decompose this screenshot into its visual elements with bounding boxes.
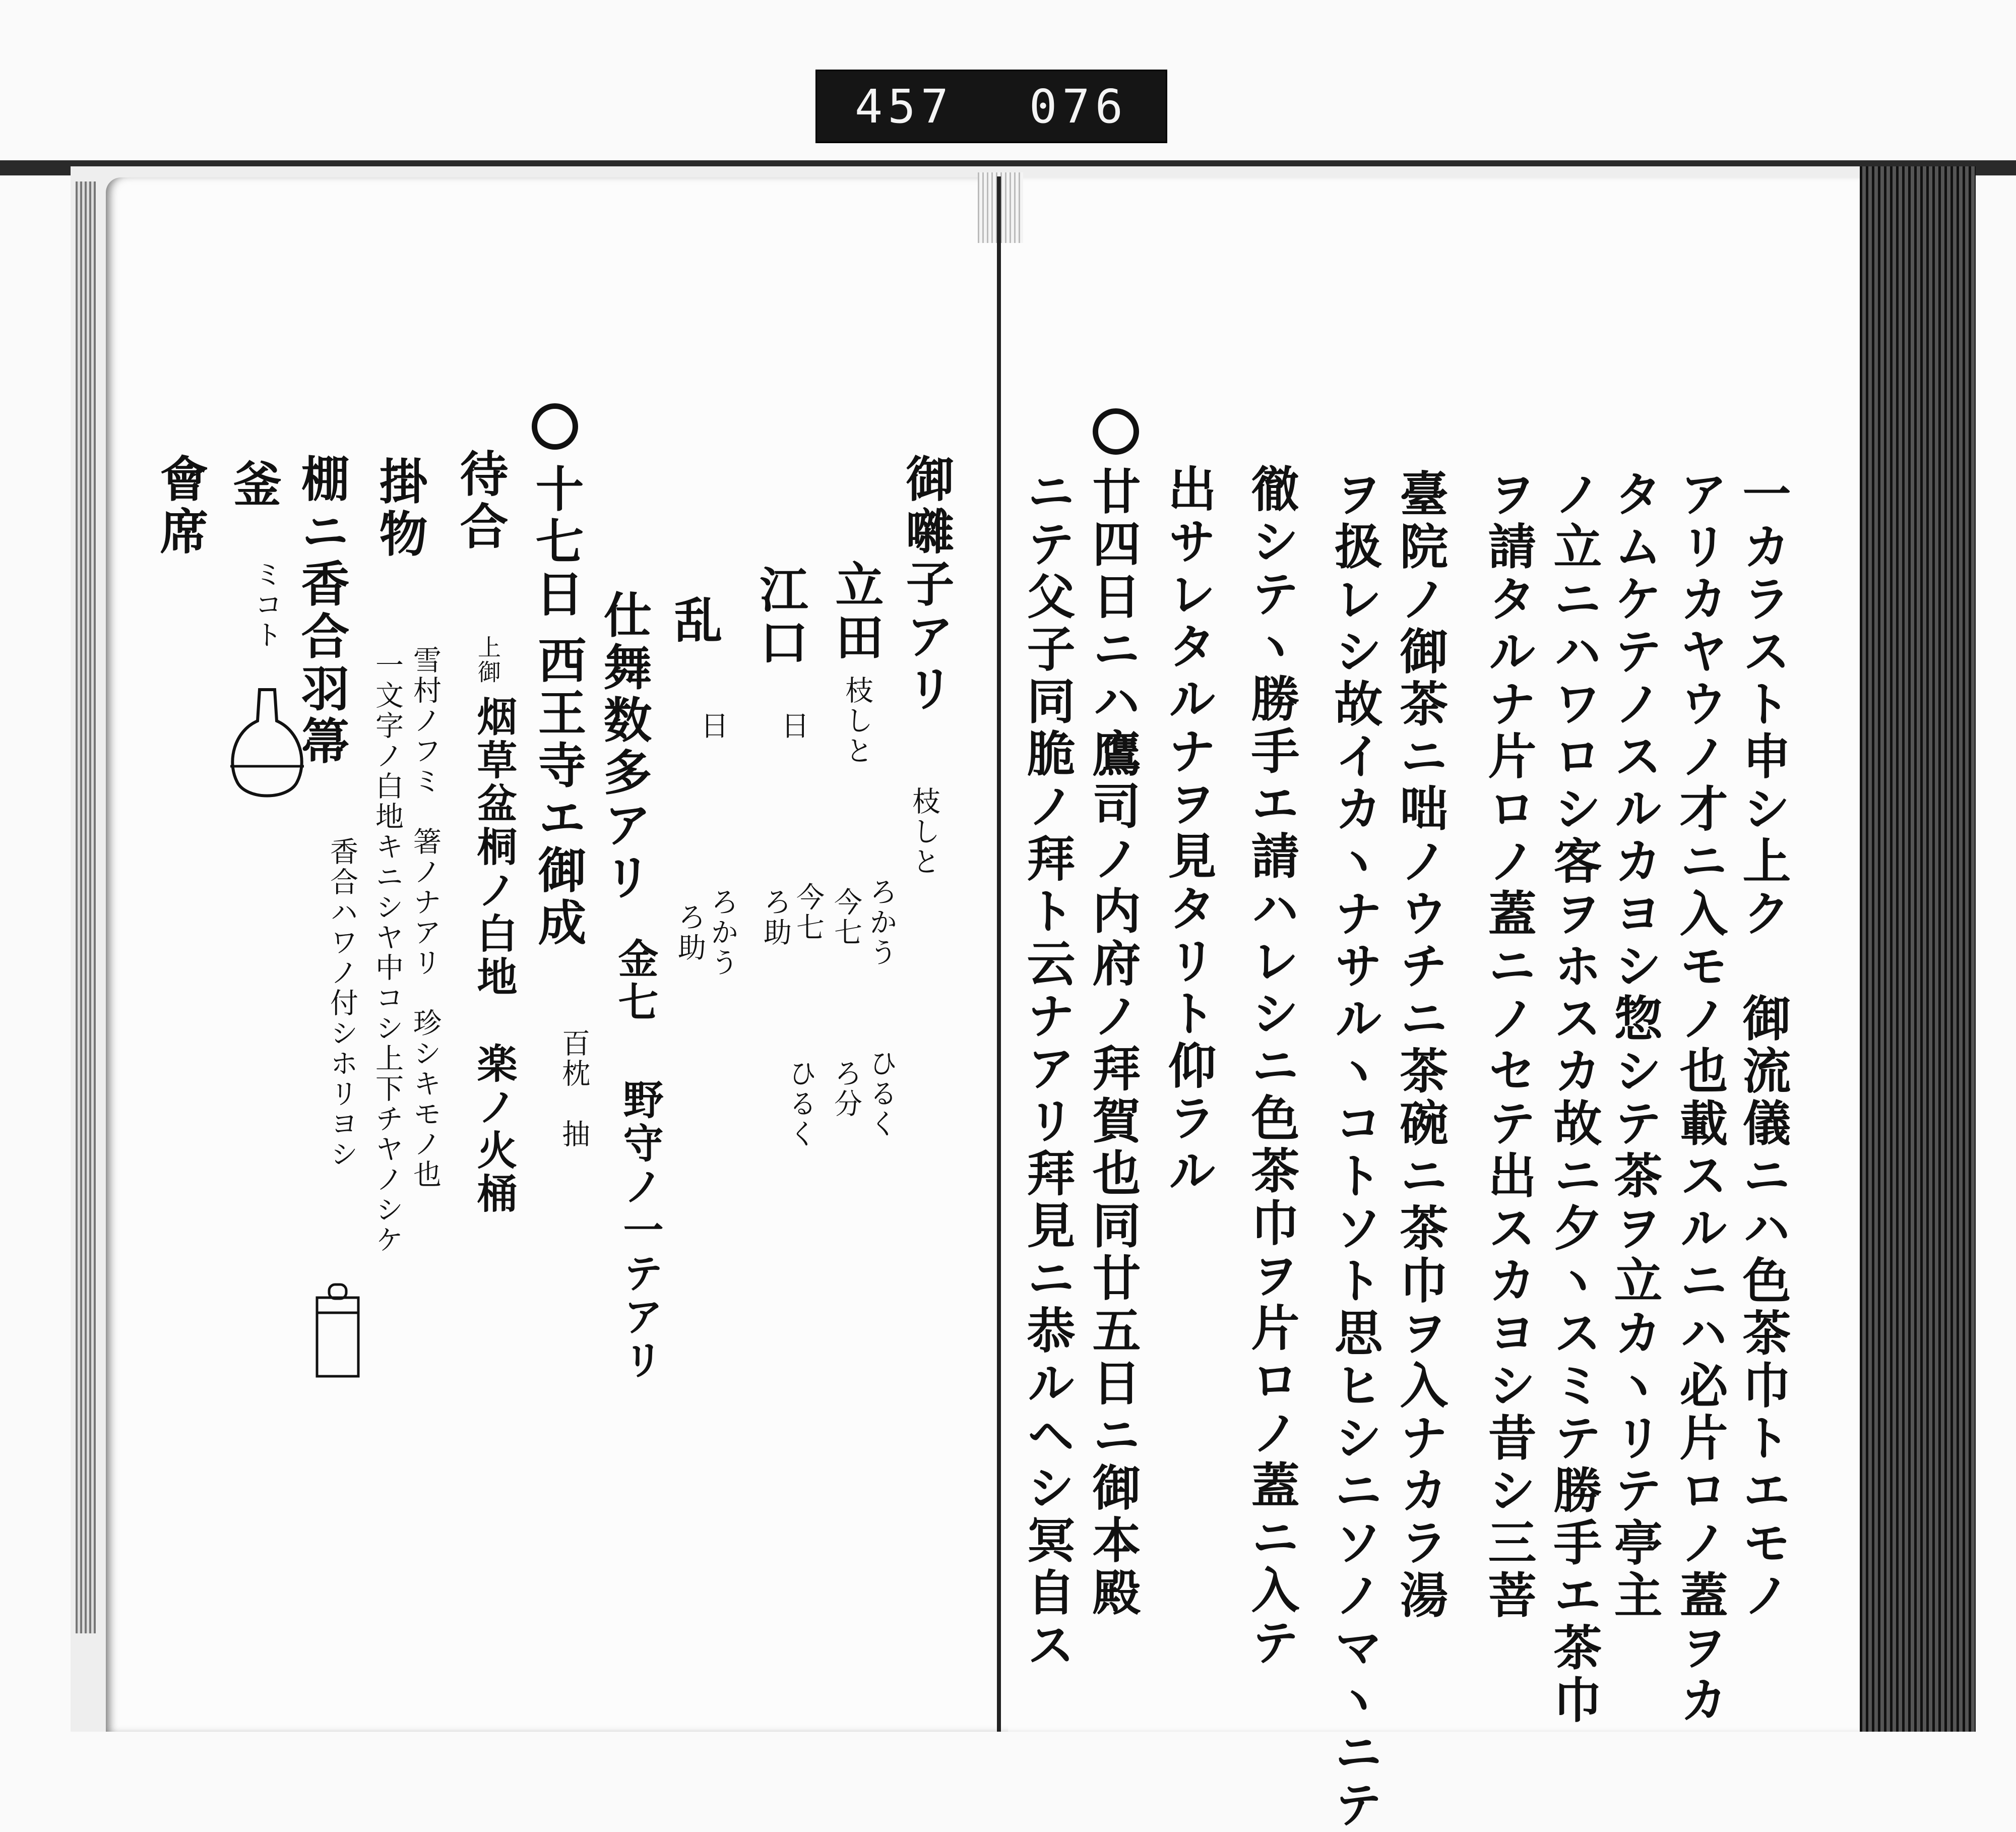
right-line-3: タムケテノスルカヨシ惣シテ茶ヲ立カヽリテ亭主 <box>1606 469 1663 1622</box>
label-number-left: 457 <box>854 79 954 134</box>
machiai-label: 待合 <box>452 449 509 554</box>
shimai-note: 金七 <box>611 938 659 1024</box>
right-line-6: 臺院ノ御茶ニ咄ノウチニ茶碗ニ茶巾ヲ入ナカラ湯 <box>1392 469 1449 1622</box>
right-section-line-2: ニテ父子同脆ノ拜ト云ナアリ拜見ニ恭ルヘシ冥自ス <box>1019 466 1076 1672</box>
performance-title-1: 立田 <box>828 560 885 664</box>
tobacco-note-small: 上御 <box>474 635 501 685</box>
performance-extra-0: ろ助 <box>759 887 792 948</box>
right-section-line-1: 廿四日ニハ鷹司ノ内府ノ拜賀也同廿五日ニ御本殿 <box>1085 466 1142 1620</box>
performance-note-3a: ろかう <box>706 887 739 978</box>
performance-note-3b: ひるく <box>784 1059 817 1149</box>
performance-note-1a: ろかう <box>865 877 898 968</box>
kogo-sketch <box>310 1280 365 1381</box>
right-line-1: 一カラスト申シ上ク 御流儀ニハ色茶巾トエモノ <box>1735 469 1792 1622</box>
right-line-5: ヲ請タルナ片ロノ蓋ニノセテ出スカヨシ昔シ三菩 <box>1480 469 1537 1622</box>
performance-extra-1: 今七 <box>830 887 862 948</box>
day-circle-mark <box>532 403 578 450</box>
performance-title-3: 乱 <box>666 595 723 647</box>
performance-title-2: 江口 <box>752 565 809 669</box>
kakemono-note-2: 一文字ノ白地キニシヤ中コシ上下チヤノシケ <box>371 650 404 1255</box>
right-line-4: ノ立ニハワロシ客ヲホスカ故ニ夕ヽスミテ勝手エ茶巾 <box>1546 469 1603 1727</box>
right-line-8: 徹シテヽ勝手エ請ハレシニ色茶巾ヲ片ロノ蓋ニ入テ <box>1243 464 1300 1670</box>
day-text: 西王寺エ御成 <box>530 635 587 950</box>
performance-extra-2: ろ助 <box>673 902 706 963</box>
right-line-9: 出サレタルナヲ見タリト仰ラル <box>1160 464 1217 1198</box>
kama-sketch <box>224 686 310 807</box>
reference-label <box>815 70 1167 143</box>
performance-actor-1: 枝しと <box>841 676 873 766</box>
kakemono-note-1: 雪村ノフミ 箸ノナアリ 珍シキモノ也 <box>409 645 442 1190</box>
shimai-line: 仕舞数多アリ <box>596 590 653 904</box>
hayashi-heading: 御囃子アリ <box>898 454 955 716</box>
day-heading: 十七日 <box>528 464 585 621</box>
kakemono-label: 掛物 <box>371 456 428 561</box>
kaiseki-label: 會席 <box>152 454 209 559</box>
right-page-edges <box>1860 166 1976 1732</box>
left-page-edges <box>76 181 96 1633</box>
binding-gutter <box>997 176 1001 1732</box>
tana-label: 棚ニ香合羽箒 <box>293 454 350 768</box>
right-page <box>1008 177 1950 1732</box>
noh-note: 野守ノ一テアリ <box>616 1079 664 1382</box>
hayashi-note: 枝しと <box>908 786 940 877</box>
tobacco-note: 烟草盆桐ノ白地 楽ノ火桶 <box>470 696 518 1216</box>
performance-note-2a: 今七 <box>792 882 825 943</box>
kama-note: ミコト <box>250 560 283 650</box>
label-number-right: 076 <box>1029 79 1128 134</box>
performance-note-2b: ろ分 <box>830 1059 862 1119</box>
performance-actor-3: 日 <box>696 711 729 741</box>
section-circle-mark <box>1093 408 1139 455</box>
right-line-7: ヲ扱レシ故イカヽナサルヽコトソト思ヒシニソノマヽニテ <box>1327 469 1383 1832</box>
day-note: 百枕 抽 <box>557 1028 590 1149</box>
performance-actor-2: 日 <box>777 711 809 741</box>
right-line-2: アリカヤウノ才ニ入モノ也載スルニハ必片ロノ蓋ヲカ <box>1672 469 1729 1727</box>
kogo-note: 香合ハワノ付シホリヨシ <box>326 837 358 1170</box>
kama-label: 釜 <box>225 459 282 511</box>
performance-note-1b: ひるく <box>865 1049 898 1139</box>
